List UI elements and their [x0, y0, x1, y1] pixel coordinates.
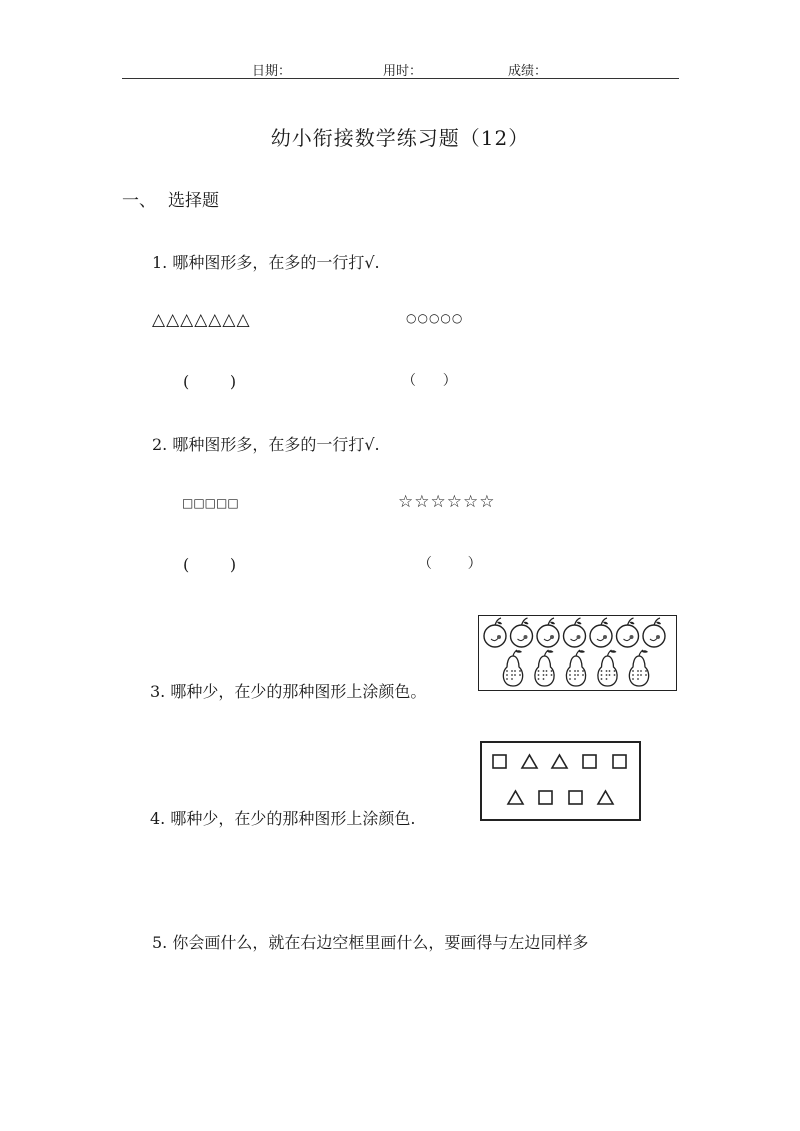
- apple-icon[interactable]: [590, 618, 612, 647]
- header-row: [0, 60, 800, 80]
- pear-icon[interactable]: [535, 650, 554, 686]
- apple-icon[interactable]: [617, 618, 639, 647]
- q1-circle-row: ○○○○○: [406, 311, 464, 325]
- square-shape[interactable]: [613, 755, 626, 768]
- triangle-shape[interactable]: [508, 791, 523, 804]
- section-number: 一、: [122, 191, 156, 211]
- apple-icon[interactable]: [537, 618, 559, 647]
- pear-icon[interactable]: [503, 650, 522, 686]
- score-label: 成绩：: [508, 64, 548, 79]
- question-5-text: 5. 你会画什么，就在右边空框里画什么，要画得与左边同样多: [152, 933, 589, 952]
- q2-square-row: □□□□□: [182, 496, 239, 510]
- apple-icon[interactable]: [484, 618, 506, 647]
- pear-icon[interactable]: [598, 650, 617, 686]
- square-shape[interactable]: [583, 755, 596, 768]
- q3-fruit-svg: [479, 616, 676, 690]
- q2-star-row: ☆☆☆☆☆☆: [398, 492, 496, 512]
- q1-left-answer-box[interactable]: ( ): [183, 372, 237, 391]
- page-title: 幼小衔接数学练习题（12）: [270, 126, 530, 150]
- triangle-shape[interactable]: [598, 791, 613, 804]
- time-label: 用时：: [383, 64, 423, 79]
- square-shape[interactable]: [493, 755, 506, 768]
- section-label: 选择题: [168, 191, 219, 211]
- q3-fruit-picture: [478, 615, 677, 691]
- question-4-text: 4. 哪种少，在少的那种图形上涂颜色.: [150, 809, 416, 828]
- q4-shape-picture: [480, 741, 641, 821]
- q2-right-answer-box[interactable]: （ ）: [418, 556, 482, 572]
- pear-icon[interactable]: [566, 650, 585, 686]
- apple-icon[interactable]: [564, 618, 586, 647]
- question-1-text: 1. 哪种图形多，在多的一行打√.: [152, 253, 380, 272]
- square-shape[interactable]: [539, 791, 552, 804]
- square-shape[interactable]: [569, 791, 582, 804]
- triangle-shape[interactable]: [552, 755, 567, 768]
- triangle-shape[interactable]: [522, 755, 537, 768]
- apple-icon[interactable]: [511, 618, 533, 647]
- q2-left-answer-box[interactable]: ( ): [183, 555, 237, 574]
- header-rule: [122, 78, 679, 79]
- q1-right-answer-box[interactable]: （ ）: [402, 373, 457, 389]
- q1-triangle-row: △△△△△△△: [152, 310, 251, 330]
- q4-shape-svg: [482, 743, 639, 819]
- pear-icon[interactable]: [629, 650, 648, 686]
- section-heading: [122, 186, 219, 211]
- question-2-text: 2. 哪种图形多，在多的一行打√.: [152, 435, 380, 454]
- question-3-text: 3. 哪种少，在少的那种图形上涂颜色。: [150, 682, 427, 701]
- apple-icon[interactable]: [643, 618, 665, 647]
- date-label: 日期：: [252, 64, 292, 79]
